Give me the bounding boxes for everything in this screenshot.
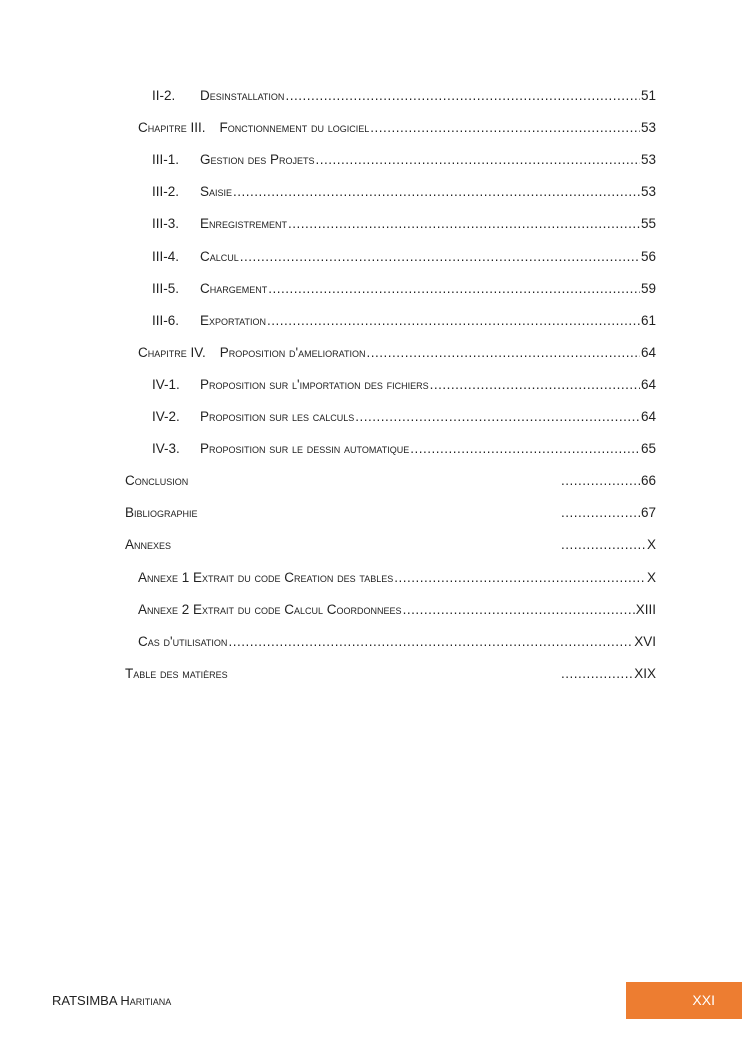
toc-entry-title: Chargement [200,280,268,296]
toc-entry-number: Chapitre IV. [138,344,206,360]
toc-entry[interactable] [152,184,656,204]
toc-entry-page: X [646,569,656,585]
toc-entry[interactable] [152,441,656,461]
dot-leader [561,537,646,552]
toc-entry-number: II-2. [152,88,176,103]
toc-entry-number: III-3. [152,216,180,232]
dot-leader [228,634,633,649]
toc-entry-title: Proposition sur l'importation des fichiers [200,376,429,392]
dot-leader [366,345,640,360]
dot-leader [240,249,640,264]
toc-entry-page: 65 [640,441,656,457]
toc-entry[interactable] [138,120,656,140]
toc-entry-page: 64 [640,409,656,424]
toc-entry-title: Enregistrement [200,216,288,232]
toc-entry[interactable] [152,313,656,333]
dot-leader [268,281,640,296]
toc-entry-page: 61 [640,312,656,328]
dot-leader [288,216,640,231]
dot-leader [355,409,640,424]
dot-leader [370,120,640,135]
toc-entry-number: III-2. [152,184,180,200]
toc-entry-page: 53 [640,152,656,168]
toc-entry[interactable] [125,666,656,686]
toc-entry-title: Proposition sur le dessin automatique [200,441,410,457]
page-number: XXI [692,992,715,1008]
toc-entry[interactable] [152,88,656,108]
toc-entry-page: XVI [634,633,656,649]
toc-entry-page: 53 [640,184,656,200]
toc-entry[interactable] [125,537,656,557]
dot-leader [267,313,640,328]
toc-entry-page: 55 [640,216,656,232]
toc-entry-number: III-1. [152,152,180,168]
toc-entry[interactable] [152,377,656,397]
toc-entry-number: IV-2. [152,409,180,424]
toc-entry-number: III-4. [152,248,180,264]
toc-entry[interactable] [125,473,656,493]
toc-entry-number: III-5. [152,280,180,296]
toc-entry-page: 67 [640,505,656,521]
dot-leader [285,88,640,103]
toc-entry-title: Cas d'utilisation [138,633,228,649]
dot-leader [561,666,633,681]
toc-entry[interactable] [152,216,656,236]
toc-entry[interactable] [125,505,656,525]
toc-entry-page: 56 [640,248,656,264]
toc-entry[interactable] [152,281,656,301]
toc-entry-page: X [646,537,656,553]
toc-entry-number: Chapitre III. [138,120,206,136]
toc-entry-page: XIX [634,665,656,681]
dot-leader [430,377,640,392]
toc-entry-title: Table des matières [125,665,228,681]
toc-entry-title: Proposition sur les calculs [200,409,355,424]
toc-entry[interactable] [152,409,656,429]
toc-entry-page: 53 [640,120,656,136]
toc-entry-number: IV-3. [152,441,180,457]
footer-author: RATSIMBA Haritiana [52,993,172,1008]
toc-entry-page: XIII [635,601,656,617]
dot-leader [316,152,640,167]
toc-entry-title: Bibliographie [125,505,198,521]
toc-entry-title: Desinstallation [200,88,285,103]
toc-entry-title: Gestion des Projets [200,152,315,168]
toc-entry-title: Annexes [125,537,172,553]
dot-leader [561,505,640,520]
toc-entry-number: III-6. [152,312,180,328]
toc-entry-title: Calcul [200,248,239,264]
dot-leader [561,473,640,488]
toc-entry[interactable] [138,570,656,590]
dot-leader [410,441,640,456]
dot-leader [233,184,640,199]
toc-entry-title: Annexe 2 Extrait du code Calcul Coordonnees [138,601,402,617]
toc-entry[interactable] [152,249,656,269]
toc-entry-title: Proposition d'amelioration [219,344,366,360]
page-number-box [626,982,742,1019]
toc-entry[interactable] [152,152,656,172]
dot-leader [394,570,646,585]
toc-entry-title: Conclusion [125,473,189,489]
toc-entry-page: 59 [640,280,656,296]
toc-entry[interactable] [138,602,656,622]
toc-entry[interactable] [138,634,656,654]
toc-entry-page: 64 [640,344,656,360]
toc-entry-page: 64 [640,376,656,392]
toc-entry-title: Fonctionnement du logiciel [219,120,370,136]
toc-entry-number: IV-1. [152,376,180,392]
dot-leader [403,602,635,617]
toc-entry[interactable] [138,345,656,365]
toc-entry-title: Saisie [200,184,233,200]
toc-entry-page: 66 [640,473,656,489]
toc-entry-title: Annexe 1 Extrait du code Creation des tables [138,569,394,585]
toc-entry-page: 51 [640,88,656,103]
toc-entry-title: Exportation [200,312,267,328]
